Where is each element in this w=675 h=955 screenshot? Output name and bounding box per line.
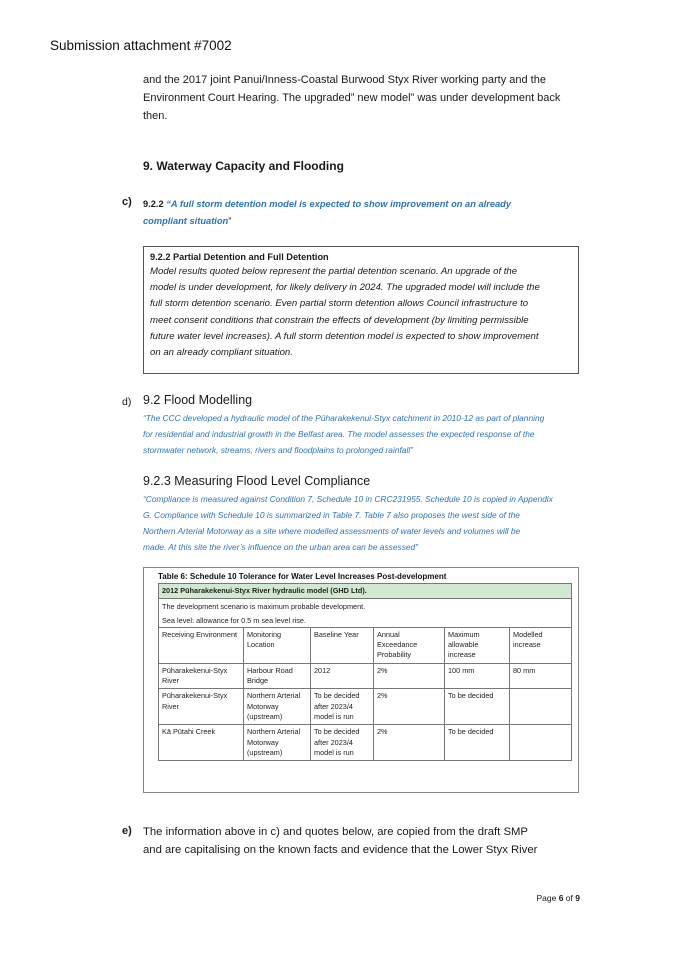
section-heading: 9. Waterway Capacity and Flooding: [143, 159, 344, 173]
table-cell: 2%: [374, 725, 445, 761]
item-d-quote: [143, 410, 579, 458]
table-cell: To be decided after 2023/4 model is run: [311, 689, 374, 725]
quote-line: “The CCC developed a hydraulic model of the Pūharakekenui-Styx catchment in 2010-12 as part of planning: [143, 413, 545, 423]
box-title: 9.2.2 Partial Detention and Full Detention: [150, 252, 329, 262]
item-d-marker: d): [122, 396, 132, 408]
page-label: Page: [536, 893, 557, 903]
item-e-line: and are capitalising on the known facts and evidence that the Lower Styx River: [143, 844, 538, 856]
quoted-excerpt-box: [143, 246, 579, 374]
page-of: of: [565, 893, 573, 903]
quote-line: stormwater network, streams, rivers and floodplains to prolonged rainfall”: [143, 445, 413, 455]
column-header: Annual Exceedance Probability: [374, 627, 445, 663]
item-c-ref: 9.2.2: [143, 199, 164, 209]
table-cell: Northern Arterial Motorway (upstream): [244, 725, 311, 761]
scenario-text: The development scenario is maximum probable development.: [162, 602, 366, 612]
table-cell: [510, 725, 572, 761]
table-row: [159, 584, 572, 599]
model-cell: 2012 Pūharakekenui-Styx River hydraulic model (GHD Ltd).: [159, 584, 572, 599]
sea-level-text: Sea level: allowance for 0.5 m sea level rise.: [162, 615, 306, 625]
table-cell: Kā Pūtahi Creek: [159, 725, 244, 761]
box-line: Model results quoted below represent the partial detention scenario. An upgrade of the: [150, 266, 518, 277]
item-d-heading: 9.2 Flood Modelling: [143, 393, 253, 407]
table-cell: 2012: [311, 663, 374, 689]
box-line: future water level increases). A full storm detention model is expected to show improvement: [150, 330, 539, 342]
box-line: full storm detention scenario. Even partial storm detention allows Council infrastructure to: [150, 298, 529, 310]
box-line: on an already compliant situation.: [150, 347, 293, 359]
column-header: Maximum allowable increase: [445, 627, 510, 663]
column-header: Baseline Year: [311, 627, 374, 663]
item-c-quote-end: ”: [228, 216, 232, 226]
table-row: [159, 599, 572, 628]
table-cell: Harbour Road Bridge: [244, 663, 311, 689]
table-cell: To be decided: [445, 689, 510, 725]
table-row: [159, 689, 572, 725]
intro-line: and the 2017 joint Panui/Inness-Coastal Burwood Styx River working party and the: [143, 74, 546, 86]
intro-line: Environment Court Hearing. The upgraded” new model” was under development back: [143, 92, 561, 104]
box-body: [150, 264, 572, 361]
document-header: Submission attachment #7002: [50, 38, 232, 53]
quote-line: “Compliance is measured against Condition 7, Schedule 10 in CRC231955. Schedule 10 is copied in Appendix: [143, 494, 553, 504]
table-cell: 100 mm: [445, 663, 510, 689]
quote-line: Northern Arterial Motorway as a site where modelled assessments of water levels and volumes will be: [143, 526, 521, 536]
item-c-quote-text: compliant situation: [143, 216, 229, 226]
quote-line: G. Compliance with Schedule 10 is summarized in Table 7. Table 7 also proposes the west side of the: [143, 510, 520, 520]
column-header: Modelled increase: [510, 627, 572, 663]
table-row: [159, 663, 572, 689]
table-cell: [510, 689, 572, 725]
box-line: model is under development, for likely delivery in 2024. The upgraded model will include the: [150, 282, 540, 294]
table-cell: To be decided after 2023/4 model is run: [311, 725, 374, 761]
column-header: Receiving Environment: [159, 627, 244, 663]
item-e-paragraph: [143, 823, 579, 859]
table-cell: 2%: [374, 689, 445, 725]
item-c-quote-text: “A full storm detention model is expected to show improvement on an already: [166, 199, 512, 209]
table-cell: 80 mm: [510, 663, 572, 689]
intro-paragraph: [143, 71, 579, 125]
scenario-cell: [159, 599, 572, 628]
page-current: 6: [558, 893, 564, 903]
intro-line: then.: [143, 110, 168, 122]
schedule-table-figure: [143, 567, 579, 793]
subsection-heading: 9.2.3 Measuring Flood Level Compliance: [143, 474, 371, 488]
table-cell: To be decided: [445, 725, 510, 761]
table-cell: Pūharakekenui-Styx River: [159, 663, 244, 689]
item-c-marker: c): [122, 196, 132, 208]
table-cell: Northern Arterial Motorway (upstream): [244, 689, 311, 725]
table-row: [159, 725, 572, 761]
page-number: [536, 893, 580, 903]
table-header-row: [159, 627, 572, 663]
box-line: meet consent conditions that constrain the effects of development (by limiting permissible: [150, 314, 529, 326]
page-total: 9: [575, 893, 580, 903]
quote-line: for residential and industrial growth in the Belfast area. The model assesses the expected response of the: [143, 429, 535, 439]
item-e-line: The information above in c) and quotes below, are copied from the draft SMP: [143, 826, 528, 838]
schedule-table: [158, 583, 572, 761]
table-cell: Pūharakekenui-Styx River: [159, 689, 244, 725]
table-title: Table 6: Schedule 10 Tolerance for Water Level Increases Post-development: [158, 572, 447, 581]
table-cell: 2%: [374, 663, 445, 689]
item-c-quote: [143, 196, 579, 230]
subsection-quote: [143, 491, 579, 555]
column-header: Monitoring Location: [244, 627, 311, 663]
item-e-marker: e): [122, 825, 132, 837]
quote-line: made. At this site the river’s influence on the urban area can be assessed”: [143, 542, 418, 552]
